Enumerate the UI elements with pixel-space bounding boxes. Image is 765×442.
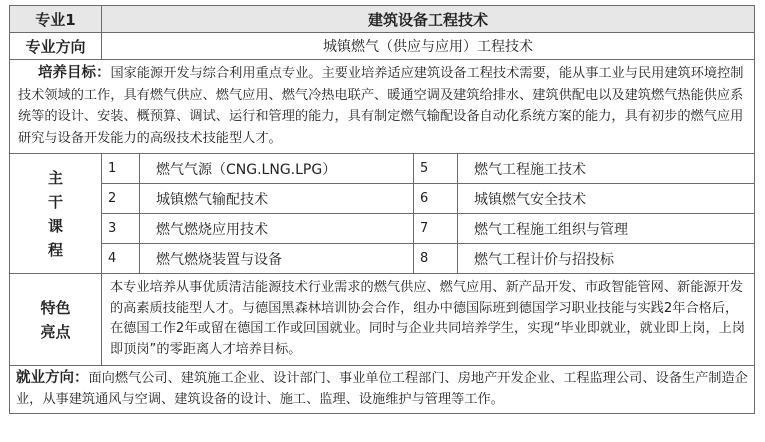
jobs-row (10, 366, 755, 414)
direction-label: 专业方向 (10, 33, 102, 60)
course-number: 5 (414, 154, 458, 184)
course-row-1 (10, 154, 755, 184)
course-number: 3 (102, 214, 140, 244)
major-title: 建筑设备工程技术 (102, 6, 755, 33)
course-name: 城镇燃气输配技术 (140, 184, 414, 214)
course-row-3 (10, 214, 755, 244)
course-name: 燃气气源（CNG.LNG.LPG） (140, 154, 414, 184)
features-label (10, 274, 102, 366)
goal-label: 培养目标： (38, 65, 111, 81)
goal-row (10, 60, 755, 154)
course-number: 1 (102, 154, 140, 184)
course-name: 燃气燃烧应用技术 (140, 214, 414, 244)
goal-cell (10, 60, 755, 154)
courses-label (10, 154, 102, 274)
course-name: 燃气工程施工技术 (458, 154, 755, 184)
program-table (9, 5, 755, 414)
major-label: 专业1 (10, 6, 102, 33)
direction-value: 城镇燃气（供应与应用）工程技术 (102, 33, 755, 60)
course-number: 8 (414, 244, 458, 274)
features-label-line: 特色 (40, 298, 71, 317)
course-number: 6 (414, 184, 458, 214)
course-name: 燃气燃烧装置与设备 (140, 244, 414, 274)
course-number: 2 (102, 184, 140, 214)
course-row-4 (10, 244, 755, 274)
direction-row (10, 33, 755, 60)
jobs-cell (10, 366, 755, 414)
courses-label-char: 课 (47, 216, 63, 235)
course-name: 燃气工程施工组织与管理 (458, 214, 755, 244)
header-row (10, 6, 755, 33)
jobs-label: 就业方向： (16, 370, 89, 386)
course-row-2 (10, 184, 755, 214)
course-number: 4 (102, 244, 140, 274)
features-row (10, 274, 755, 366)
jobs-text: 面向燃气公司、建筑施工企业、设计部门、事业单位工程部门、房地产开发企业、工程监理公司、设备生产制造企业，从事建筑通风与空调、建筑设备的设计、施工、监理、设施维护与管理等工作。 (16, 371, 748, 407)
courses-label-char: 干 (47, 192, 63, 211)
course-number: 7 (414, 214, 458, 244)
goal-text: 国家能源开发与综合利用重点专业。主要业培养适应建筑设备工程技术需要，能从事工业与民用建筑环境控制技术领域的工作，具有燃气供应、燃气应用、燃气冷热电联产、暖通空调及建筑给排水、建筑供配电以及建筑燃气热能供应系统等的设计、安装、概预算、调试、运行和管理的能力，具有制定燃气输配设备自动化系统方案的能力，具有初步的燃气应用研究与设备开发能力的高级技术技能型人才。 (18, 66, 744, 146)
features-text: 本专业培养从事优质清洁能源技术行业需求的燃气供应、燃气应用、新产品开发、市政智能管网、新能源开发的高素质技能型人才。与德国黑森林培训协会合作，组办中德国际班到德国学习职业技能与实践2年合格后，在德国工作2年或留在德国工作或回国就业。同时与企业共同培养学生，实现“毕业即就业，就业即上岗，上岗即顶岗”的零距离人才培养目标。 (102, 274, 755, 366)
features-label-line: 亮点 (40, 322, 71, 341)
courses-label-char: 程 (47, 240, 63, 259)
course-name: 城镇燃气安全技术 (458, 184, 755, 214)
course-name: 燃气工程计价与招投标 (458, 244, 755, 274)
courses-label-char: 主 (47, 168, 63, 187)
